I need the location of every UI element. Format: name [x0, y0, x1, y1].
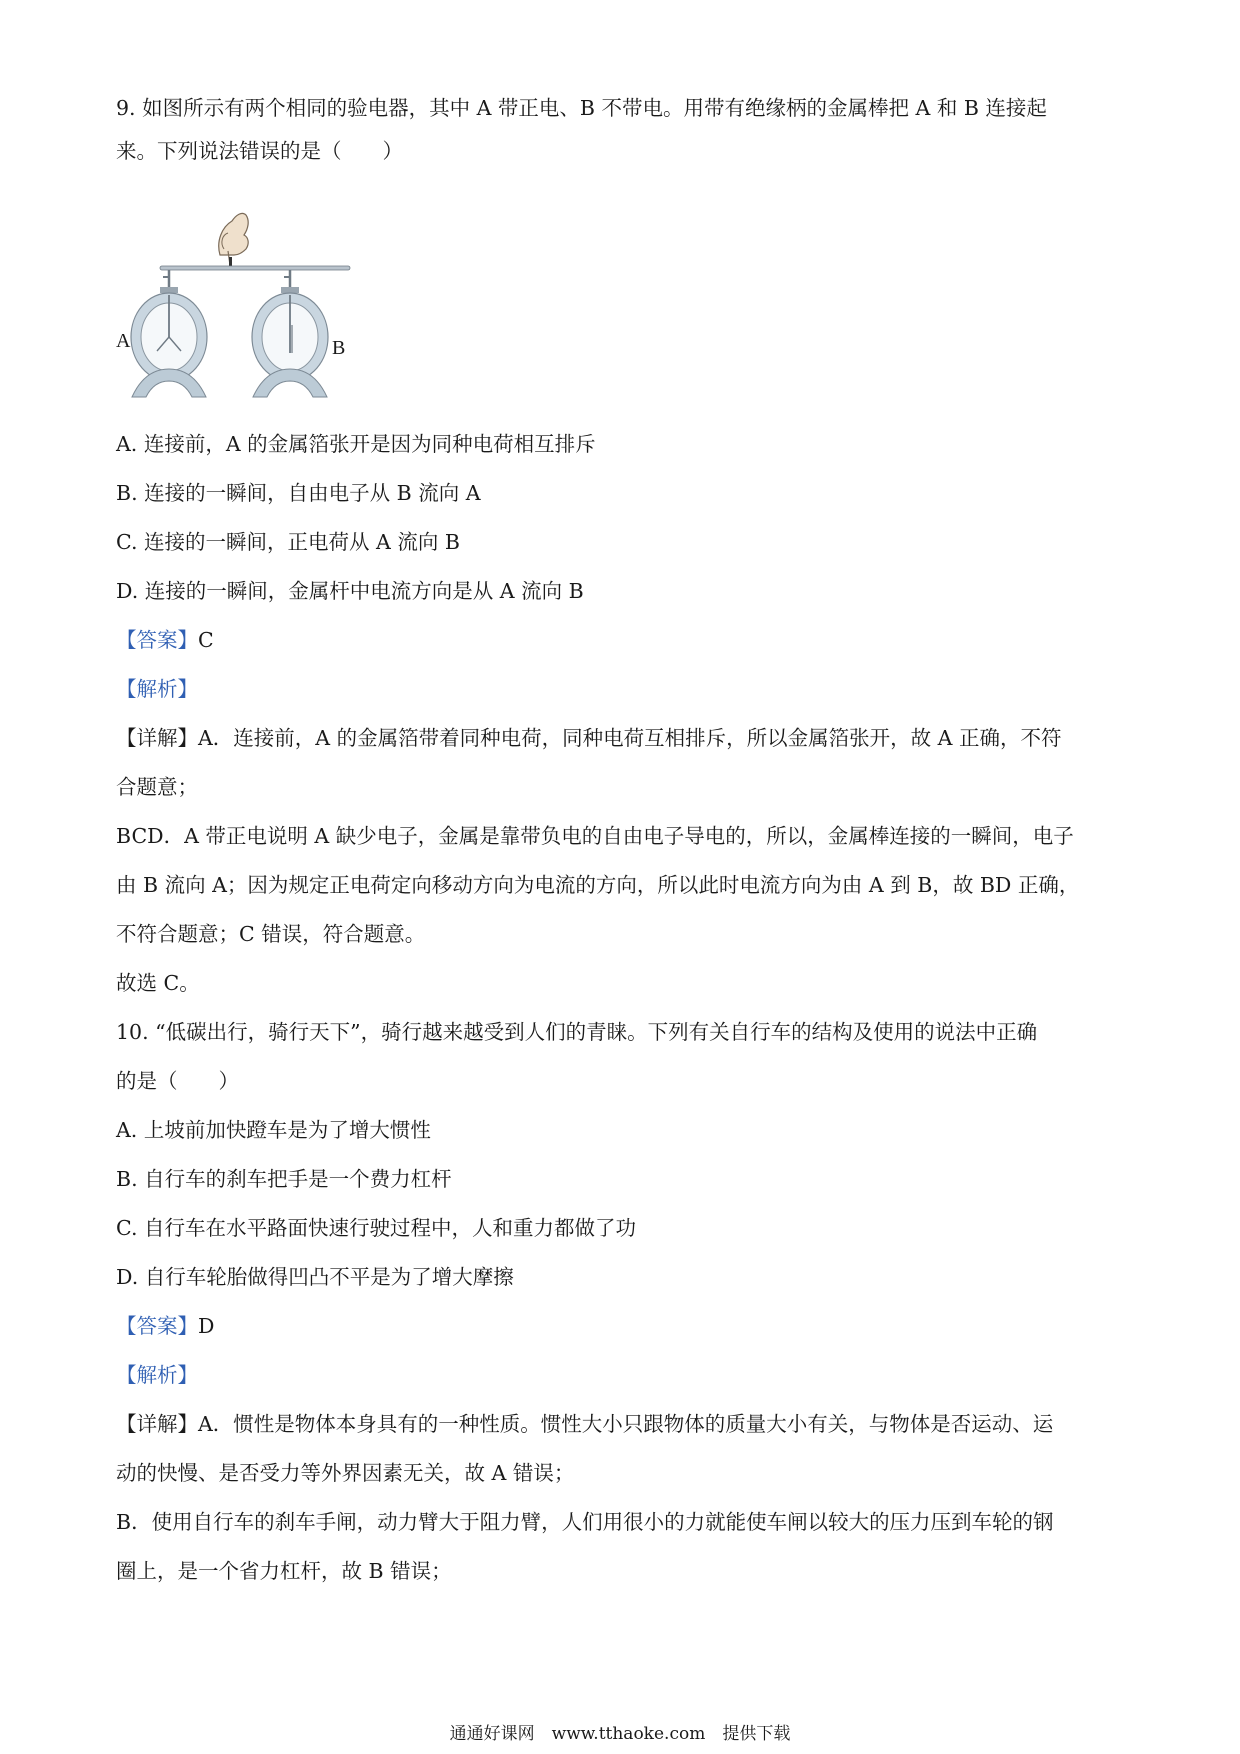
q10-option-c: C. 自行车在水平路面快速行驶过程中，人和重力都做了功	[116, 1216, 636, 1240]
q9-analysis-tag: 【解析】	[116, 677, 198, 701]
q10-detail-line-1	[116, 1410, 1126, 1438]
q10-detail-line-3: B．使用自行车的刹车手闸，动力臂大于阻力臂，人们用很小的力就能使车闸以较大的压力压到车轮的钢	[116, 1510, 1054, 1534]
q10-answer	[116, 1312, 1126, 1340]
q9-analysis-heading	[116, 675, 1126, 703]
q9-option-c: C. 连接的一瞬间，正电荷从 A 流向 B	[116, 530, 460, 554]
q10-detail-line-2: 动的快慢、是否受力等外界因素无关，故 A 错误；	[116, 1461, 575, 1485]
q10-option-d: D. 自行车轮胎做得凹凸不平是为了增大摩擦	[116, 1265, 514, 1289]
metal-rod	[160, 266, 350, 270]
q9-detail-text-1: A．连接前，A 的金属箔带着同种电荷，同种电荷互相排斥，所以金属箔张开，故 A 正确，不符	[198, 726, 1062, 750]
q10-answer-tag: 【答案】	[116, 1314, 198, 1338]
q9-option-d: D. 连接的一瞬间，金属杆中电流方向是从 A 流向 B	[116, 579, 584, 603]
figure-label-a: A	[116, 330, 131, 352]
q10-option-a: A. 上坡前加快蹬车是为了增大惯性	[116, 1118, 431, 1142]
q9-answer-tag: 【答案】	[116, 628, 198, 652]
q9-detail-line-4: 由 B 流向 A；因为规定正电荷定向移动方向为电流的方向，所以此时电流方向为由 A 到 B，故 BD 正确，	[116, 873, 1080, 897]
q10-analysis-heading	[116, 1361, 1126, 1389]
q9-stem-line-2: 来。下列说法错误的是（ ）	[116, 139, 403, 163]
q9-detail-line-3: BCD．A 带正电说明 A 缺少电子，金属是靠带负电的自由电子导电的，所以，金属棒连接的一瞬间，电子	[116, 824, 1074, 848]
q10-option-b: B. 自行车的刹车把手是一个费力杠杆	[116, 1167, 452, 1191]
q10-detail-tag: 【详解】	[116, 1412, 198, 1436]
q9-option-a: A. 连接前，A 的金属箔张开是因为同种电荷相互排斥	[116, 432, 596, 456]
q9-detail-line-6: 故选 C。	[116, 971, 200, 995]
q9-stem-line-1: 9. 如图所示有两个相同的验电器，其中 A 带正电、B 不带电。用带有绝缘柄的金属棒把 A 和 B 连接起	[116, 96, 1047, 120]
q9-detail-line-2: 合题意；	[116, 775, 198, 799]
q10-detail-text-1: A．惯性是物体本身具有的一种性质。惯性大小只跟物体的质量大小有关，与物体是否运动、运	[198, 1412, 1054, 1436]
electroscope-illustration	[112, 205, 382, 415]
q9-detail-line-5: 不符合题意；C 错误，符合题意。	[116, 922, 426, 946]
q9-detail-line-1	[116, 724, 1126, 752]
hand-icon	[219, 213, 248, 267]
q9-detail-tag: 【详解】	[116, 726, 198, 750]
q10-detail-line-4: 圈上，是一个省力杠杆，故 B 错误；	[116, 1559, 452, 1583]
q10-stem-line-2: 的是（ ）	[116, 1069, 239, 1093]
q10-analysis-tag: 【解析】	[116, 1363, 198, 1387]
electroscope-a	[131, 270, 207, 397]
q9-answer	[116, 626, 1126, 654]
q9-option-b: B. 连接的一瞬间，自由电子从 B 流向 A	[116, 481, 481, 505]
electroscope-b	[252, 270, 328, 397]
q10-stem-line-1: 10. “低碳出行，骑行天下”，骑行越来越受到人们的青睐。下列有关自行车的结构及使用的说法中正确	[116, 1020, 1038, 1044]
q10-answer-value: D	[198, 1314, 215, 1338]
electroscope-figure	[112, 205, 382, 415]
q9-answer-value: C	[198, 628, 214, 652]
figure-label-b: B	[332, 337, 346, 359]
page-footer: 通通好课网 www.tthaoke.com 提供下载	[449, 1724, 791, 1744]
